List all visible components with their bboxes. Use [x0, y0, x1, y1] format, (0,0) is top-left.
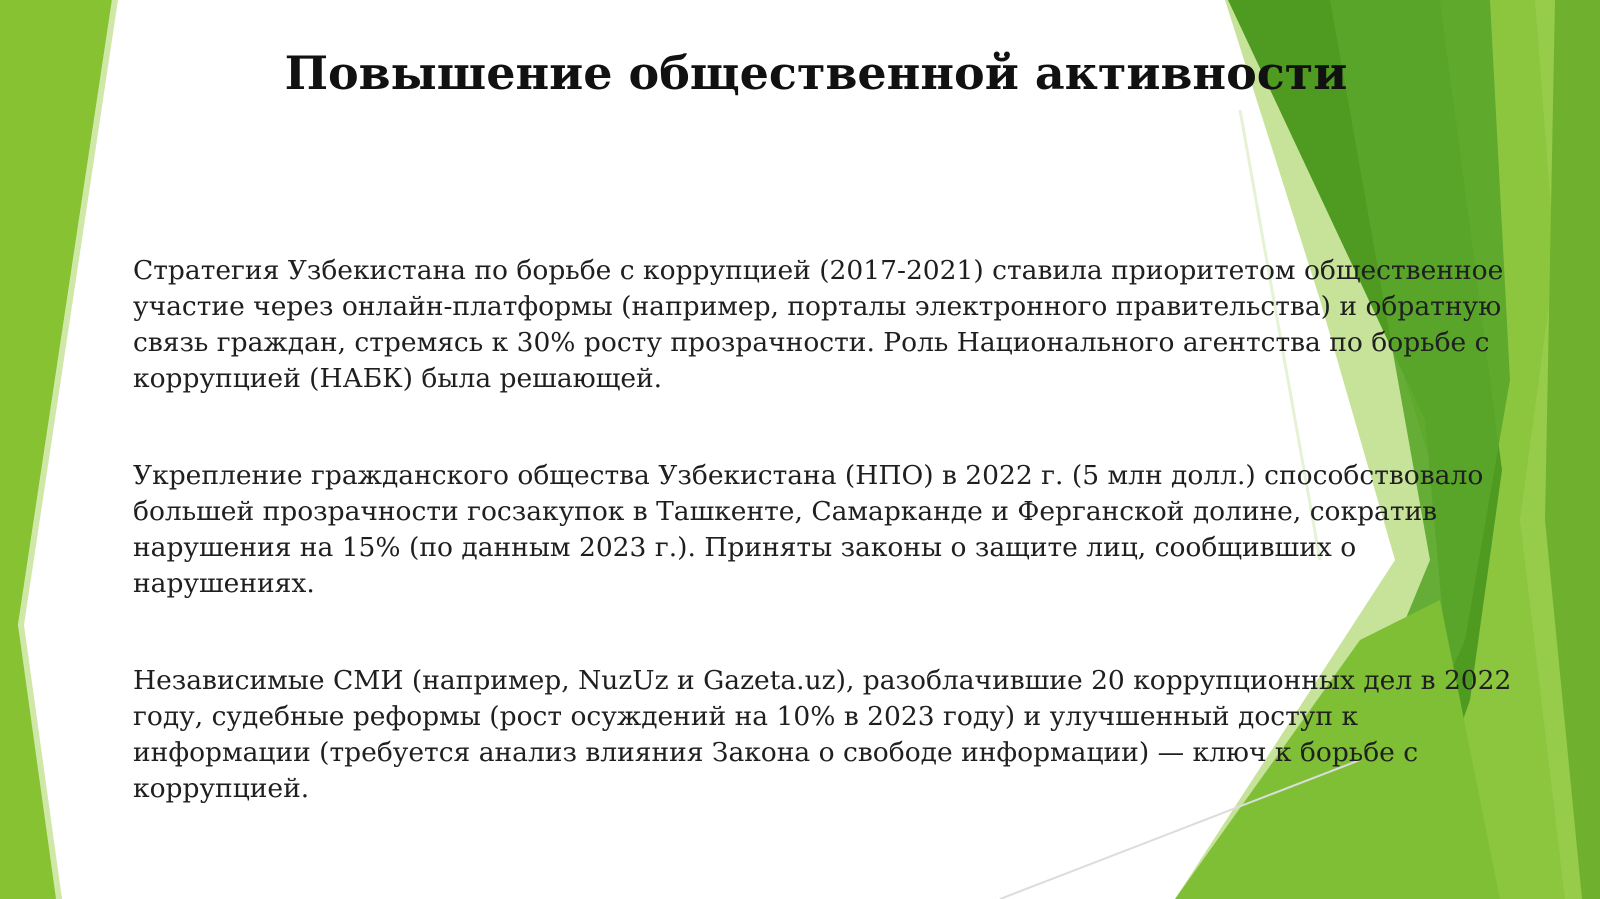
paragraph-media-reforms: Независимые СМИ (например, NuzUz и Gazeta.uz), разоблачившие 20 коррупционных дел в 2022 году, судебные реформы (рост осуждений на 10% в 2023 году) и улучшенный доступ к информации (требуется анализ влияния Закона о свободе информации) — ключ к борьбе с коррупцией.	[133, 665, 1512, 804]
paragraph-strategy: Стратегия Узбекистана по борьбе с коррупцией (2017-2021) ставила приоритетом общественное участие через онлайн-платформы (например, порталы электронного правительства) и обратную связь граждан, стремясь к 30% росту прозрачности. Роль Национального агентства по борьбе с коррупцией (НАБК) была решающей.	[133, 255, 1504, 394]
paragraph-civil-society: Укрепление гражданского общества Узбекистана (НПО) в 2022 г. (5 млн долл.) способствовало большей прозрачности госзакупок в Ташкенте, Самарканде и Ферганской долине, сократив нарушения на 15% (по данным 2023 г.). Приняты законы о защите лиц, сообщивших о нарушениях.	[133, 460, 1484, 599]
slide-title: Повышение общественной активности	[284, 46, 1348, 100]
